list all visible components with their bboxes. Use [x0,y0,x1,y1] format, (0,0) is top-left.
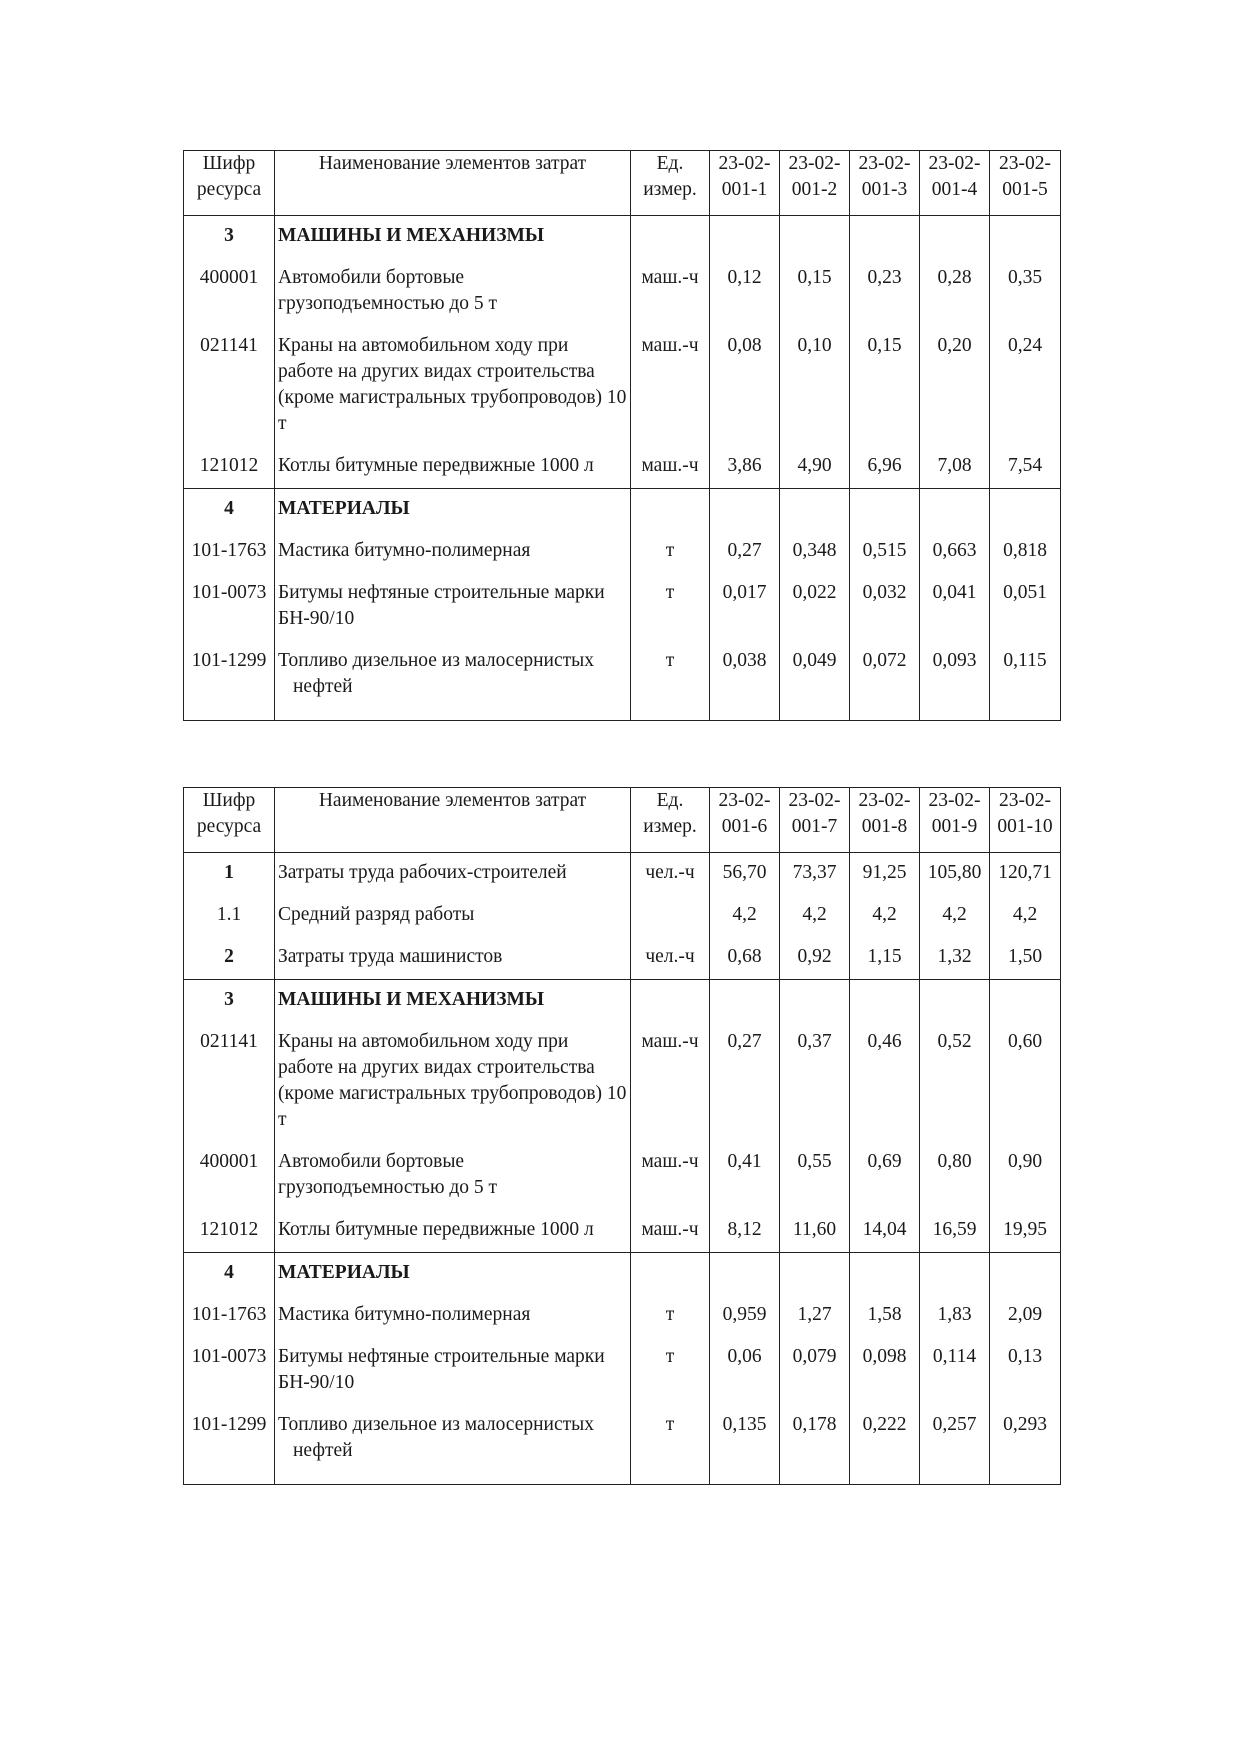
norm-value: 56,70 [710,853,780,896]
resource-name: МАШИНЫ И МЕХАНИЗМЫ [275,216,631,259]
resource-code: 4 [184,1253,275,1296]
norm-value: 0,079 [780,1337,850,1405]
norm-value: 16,59 [920,1210,990,1253]
header-norm-4: 23-02-001-4 [920,151,990,216]
resource-name: Краны на автомобильном ходу при работе на других видах строительства (кроме магистральных трубопроводов) 10 т [275,1022,631,1142]
resource-code: 1.1 [184,895,275,937]
resource-code: 400001 [184,1142,275,1210]
resource-name: Средний разряд работы [275,895,631,937]
norm-value: 0,80 [920,1142,990,1210]
resource-code: 1 [184,853,275,896]
norm-value [920,1253,990,1296]
header-name: Наименование элементов затрат [275,151,631,216]
unit-of-measure [631,216,710,259]
unit-of-measure [631,489,710,532]
table-header-row [184,151,1061,216]
norm-value: 0,37 [780,1022,850,1142]
norm-value: 0,959 [710,1295,780,1337]
section-row [184,1253,1061,1296]
norm-value: 4,2 [780,895,850,937]
resource-code: 101-1763 [184,531,275,573]
resource-name-line-1: Топливо дизельное из малосернистых [278,650,594,671]
header-unit: Ед. измер. [631,788,710,853]
norm-value: 0,08 [710,326,780,446]
resource-code: 101-0073 [184,1337,275,1405]
table-row [184,895,1061,937]
unit-of-measure: чел.-ч [631,853,710,896]
unit-of-measure: т [631,1337,710,1405]
norm-value: 19,95 [990,1210,1061,1253]
header-norm-8: 23-02-001-8 [850,788,920,853]
resource-code: 101-0073 [184,573,275,641]
unit-of-measure: т [631,531,710,573]
norm-value: 0,60 [990,1022,1061,1142]
resource-table-1 [183,150,1061,721]
norm-value: 0,12 [710,258,780,326]
norm-value: 1,58 [850,1295,920,1337]
norm-value: 0,257 [920,1405,990,1485]
norm-value: 0,114 [920,1337,990,1405]
norm-value: 7,54 [990,446,1061,489]
norm-value [990,489,1061,532]
resource-name: Битумы нефтяные строительные марки БН-90/10 [275,1337,631,1405]
table-header-row [184,788,1061,853]
norm-value: 0,92 [780,937,850,980]
norm-value: 0,072 [850,641,920,721]
resource-name: Краны на автомобильном ходу при работе на других видах строительства (кроме магистральных трубопроводов) 10 т [275,326,631,446]
norm-value [850,980,920,1023]
norm-value: 0,222 [850,1405,920,1485]
norm-value: 2,09 [990,1295,1061,1337]
norm-value [850,1253,920,1296]
header-name: Наименование элементов затрат [275,788,631,853]
resource-name: Автомобили бортовые грузоподъемностью до 5 т [275,258,631,326]
unit-of-measure [631,980,710,1023]
norm-value: 0,55 [780,1142,850,1210]
table-row [184,258,1061,326]
header-norm-3: 23-02-001-3 [850,151,920,216]
norm-value: 7,08 [920,446,990,489]
resource-code: 4 [184,489,275,532]
table-row [184,531,1061,573]
norm-value: 4,2 [710,895,780,937]
norm-value [990,216,1061,259]
norm-value [850,489,920,532]
norm-value: 0,27 [710,531,780,573]
header-norm-6: 23-02-001-6 [710,788,780,853]
resource-name: МАТЕРИАЛЫ [275,489,631,532]
resource-name [275,1405,631,1485]
norm-value: 3,86 [710,446,780,489]
norm-value: 0,348 [780,531,850,573]
norm-value: 4,2 [850,895,920,937]
table-row [184,853,1061,896]
resource-name: Затраты труда машинистов [275,937,631,980]
norm-value: 4,2 [920,895,990,937]
table-row [184,641,1061,721]
norm-value: 0,24 [990,326,1061,446]
norm-value: 0,663 [920,531,990,573]
unit-of-measure: т [631,573,710,641]
header-norm-10: 23-02-001-10 [990,788,1061,853]
resource-name: Мастика битумно-полимерная [275,531,631,573]
table-row [184,446,1061,489]
norm-value: 0,41 [710,1142,780,1210]
section-row [184,980,1061,1023]
resource-table-2 [183,787,1061,1485]
header-norm-1: 23-02-001-1 [710,151,780,216]
unit-of-measure: т [631,641,710,721]
table-row [184,1295,1061,1337]
norm-value: 0,35 [990,258,1061,326]
norm-value: 8,12 [710,1210,780,1253]
norm-value: 0,818 [990,531,1061,573]
norm-value [780,1253,850,1296]
header-norm-9: 23-02-001-9 [920,788,990,853]
norm-value: 6,96 [850,446,920,489]
norm-value [710,489,780,532]
unit-of-measure: маш.-ч [631,1142,710,1210]
norm-value: 0,06 [710,1337,780,1405]
norm-value: 0,27 [710,1022,780,1142]
norm-value [710,216,780,259]
norm-value: 11,60 [780,1210,850,1253]
section-row [184,216,1061,259]
unit-of-measure: т [631,1295,710,1337]
norm-value: 0,049 [780,641,850,721]
norm-value: 0,15 [850,326,920,446]
norm-value: 91,25 [850,853,920,896]
unit-of-measure: маш.-ч [631,446,710,489]
norm-value: 0,20 [920,326,990,446]
norm-value: 73,37 [780,853,850,896]
norm-value: 0,051 [990,573,1061,641]
norm-value: 0,28 [920,258,990,326]
norm-value: 0,032 [850,573,920,641]
table-row [184,1337,1061,1405]
norm-value [920,216,990,259]
norm-value: 0,135 [710,1405,780,1485]
table-row [184,573,1061,641]
norm-value: 0,017 [710,573,780,641]
resource-code: 2 [184,937,275,980]
norm-value: 0,68 [710,937,780,980]
norm-value: 0,13 [990,1337,1061,1405]
resource-name: Котлы битумные передвижные 1000 л [275,1210,631,1253]
header-norm-7: 23-02-001-7 [780,788,850,853]
norm-value [920,489,990,532]
table-row [184,937,1061,980]
norm-value: 105,80 [920,853,990,896]
norm-value: 0,098 [850,1337,920,1405]
norm-value: 4,90 [780,446,850,489]
norm-value: 0,093 [920,641,990,721]
resource-code: 3 [184,216,275,259]
norm-value: 0,15 [780,258,850,326]
norm-value: 0,022 [780,573,850,641]
table-row [184,326,1061,446]
header-norm-2: 23-02-001-2 [780,151,850,216]
norm-value: 1,32 [920,937,990,980]
norm-value [990,980,1061,1023]
norm-value: 0,69 [850,1142,920,1210]
norm-value [850,216,920,259]
norm-value: 0,46 [850,1022,920,1142]
table-row [184,1022,1061,1142]
norm-value: 0,038 [710,641,780,721]
table-row [184,1405,1061,1485]
unit-of-measure: маш.-ч [631,326,710,446]
unit-of-measure: маш.-ч [631,258,710,326]
norm-value [780,216,850,259]
norm-value: 120,71 [990,853,1061,896]
resource-name-line-2: нефтей [293,1440,353,1461]
section-row [184,489,1061,532]
header-norm-5: 23-02-001-5 [990,151,1061,216]
resource-name [275,641,631,721]
norm-value [710,1253,780,1296]
resource-name: Мастика битумно-полимерная [275,1295,631,1337]
resource-code: 021141 [184,326,275,446]
norm-value [920,980,990,1023]
norm-value: 0,23 [850,258,920,326]
norm-value [990,1253,1061,1296]
norm-value: 0,115 [990,641,1061,721]
resource-code: 021141 [184,1022,275,1142]
norm-value: 0,52 [920,1022,990,1142]
unit-of-measure: маш.-ч [631,1022,710,1142]
norm-value: 1,83 [920,1295,990,1337]
norm-value: 0,10 [780,326,850,446]
norm-value: 0,293 [990,1405,1061,1485]
unit-of-measure: чел.-ч [631,937,710,980]
resource-code: 400001 [184,258,275,326]
resource-code: 121012 [184,1210,275,1253]
resource-name: Битумы нефтяные строительные марки БН-90/10 [275,573,631,641]
norm-value: 0,90 [990,1142,1061,1210]
resource-name-line-2: нефтей [293,676,353,697]
norm-value: 1,15 [850,937,920,980]
norm-value: 14,04 [850,1210,920,1253]
resource-name-line-1: Топливо дизельное из малосернистых [278,1414,594,1435]
header-code: Шифр ресурса [184,788,275,853]
norm-value: 0,515 [850,531,920,573]
table-row [184,1210,1061,1253]
resource-code: 101-1763 [184,1295,275,1337]
resource-code: 3 [184,980,275,1023]
unit-of-measure: маш.-ч [631,1210,710,1253]
header-code: Шифр ресурса [184,151,275,216]
table-row [184,1142,1061,1210]
header-unit: Ед. измер. [631,151,710,216]
norm-value [780,489,850,532]
norm-value: 1,50 [990,937,1061,980]
resource-name: Затраты труда рабочих-строителей [275,853,631,896]
resource-name: МАШИНЫ И МЕХАНИЗМЫ [275,980,631,1023]
norm-value [710,980,780,1023]
resource-name: Автомобили бортовые грузоподъемностью до 5 т [275,1142,631,1210]
unit-of-measure [631,1253,710,1296]
resource-name: МАТЕРИАЛЫ [275,1253,631,1296]
resource-code: 121012 [184,446,275,489]
norm-value [780,980,850,1023]
norm-value: 0,178 [780,1405,850,1485]
resource-name: Котлы битумные передвижные 1000 л [275,446,631,489]
norm-value: 0,041 [920,573,990,641]
resource-code: 101-1299 [184,641,275,721]
unit-of-measure [631,895,710,937]
norm-value: 4,2 [990,895,1061,937]
norm-value: 1,27 [780,1295,850,1337]
resource-code: 101-1299 [184,1405,275,1485]
unit-of-measure: т [631,1405,710,1485]
